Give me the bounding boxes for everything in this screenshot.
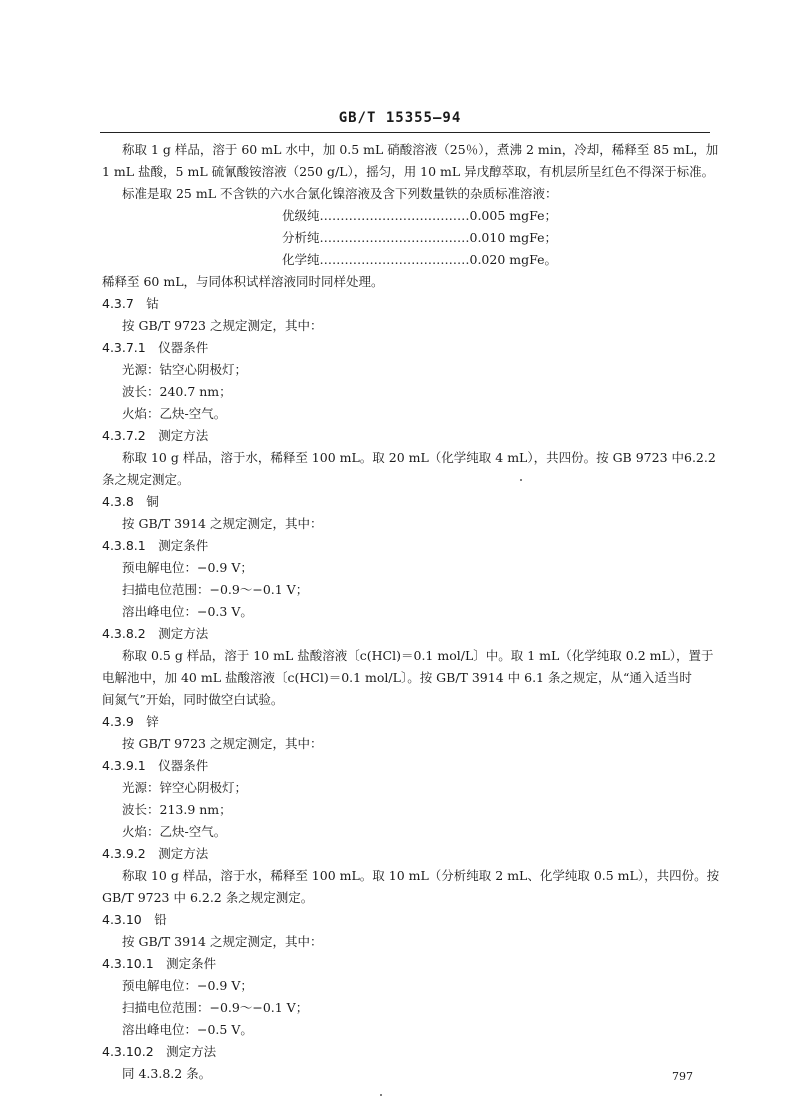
paragraph-line: 电解池中，加 40 mL 盐酸溶液〔c(HCl)＝0.1 mol/L〕。按 GB/T 3914 中 6.1 条之规定，从“通入适当时 [102, 670, 692, 685]
subsection-heading: 4.3.9.1 仪器条件 [102, 758, 209, 773]
paragraph-line: 标准是取 25 mL 不含铁的六水合氯化镍溶液及含下列数量铁的杂质标准溶液： [122, 186, 558, 201]
condition-line: 火焰：乙炔-空气。 [122, 824, 227, 839]
paragraph-line: 称取 1 g 样品，溶于 60 mL 水中，加 0.5 mL 硝酸溶液（25％），煮沸 2 min，冷却，稀释至 85 mL，加 [122, 142, 719, 157]
section-heading: 4.3.7 钴 [102, 296, 159, 311]
paragraph-line: 按 GB/T 3914 之规定测定，其中： [122, 516, 323, 531]
paragraph-line: 按 GB/T 9723 之规定测定，其中： [122, 736, 323, 751]
header-rule [100, 132, 710, 133]
scan-speck [380, 1094, 382, 1096]
paragraph-line: 称取 10 g 样品，溶于水，稀释至 100 mL。取 20 mL（化学纯取 4 mL），共四份。按 GB 9723 中6.2.2 [122, 450, 716, 465]
standard-number-header: GB/T 15355—94 [338, 110, 462, 126]
grade-line: 化学纯………………………………0.020 mgFe。 [282, 252, 558, 267]
condition-line: 溶出峰电位：−0.3 V。 [122, 604, 253, 619]
subsection-heading: 4.3.7.1 仪器条件 [102, 340, 209, 355]
section-heading: 4.3.9 锌 [102, 714, 159, 729]
condition-line: 溶出峰电位：−0.5 V。 [122, 1022, 253, 1037]
paragraph-line: 称取 0.5 g 样品，溶于 10 mL 盐酸溶液〔c(HCl)＝0.1 mol/L〕中。取 1 mL（化学纯取 0.2 mL），置于 [122, 648, 714, 663]
paragraph-line: 称取 10 g 样品，溶于水，稀释至 100 mL。取 10 mL（分析纯取 2 mL、化学纯取 0.5 mL），共四份。按 [122, 868, 720, 883]
paragraph-line: 按 GB/T 3914 之规定测定，其中： [122, 934, 323, 949]
condition-line: 光源：钴空心阴极灯； [122, 362, 248, 377]
section-heading: 4.3.8 铜 [102, 494, 159, 509]
grade-line: 分析纯………………………………0.010 mgFe； [282, 230, 558, 245]
paragraph-line: 稀释至 60 mL，与同体积试样溶液同时同样处理。 [102, 274, 384, 289]
condition-line: 火焰：乙炔-空气。 [122, 406, 227, 421]
subsection-heading: 4.3.10.2 测定方法 [102, 1044, 217, 1059]
paragraph-line: GB/T 9723 中 6.2.2 条之规定测定。 [102, 890, 314, 905]
scan-speck [520, 479, 522, 481]
section-heading: 4.3.10 铅 [102, 912, 167, 927]
condition-line: 光源：锌空心阴极灯； [122, 780, 248, 795]
condition-line: 预电解电位：−0.9 V； [122, 560, 253, 575]
condition-line: 扫描电位范围：−0.9～−0.1 V； [122, 582, 309, 597]
condition-line: 波长：240.7 nm； [122, 384, 232, 399]
page-number: 797 [672, 1070, 693, 1083]
grade-line: 优级纯………………………………0.005 mgFe； [282, 208, 558, 223]
subsection-heading: 4.3.10.1 测定条件 [102, 956, 217, 971]
subsection-heading: 4.3.7.2 测定方法 [102, 428, 209, 443]
condition-line: 预电解电位：−0.9 V； [122, 978, 253, 993]
paragraph-line: 间氮气”开始，同时做空白试验。 [102, 692, 284, 707]
paragraph-line: 同 4.3.8.2 条。 [122, 1066, 212, 1081]
paragraph-line: 条之规定测定。 [102, 472, 190, 487]
subsection-heading: 4.3.9.2 测定方法 [102, 846, 209, 861]
condition-line: 扫描电位范围：−0.9～−0.1 V； [122, 1000, 309, 1015]
subsection-heading: 4.3.8.2 测定方法 [102, 626, 209, 641]
subsection-heading: 4.3.8.1 测定条件 [102, 538, 209, 553]
paragraph-line: 1 mL 盐酸，5 mL 硫氰酸铵溶液（250 g/L），摇匀，用 10 mL 异戊醇萃取，有机层所呈红色不得深于标准。 [102, 164, 715, 179]
paragraph-line: 按 GB/T 9723 之规定测定，其中： [122, 318, 323, 333]
condition-line: 波长：213.9 nm； [122, 802, 232, 817]
